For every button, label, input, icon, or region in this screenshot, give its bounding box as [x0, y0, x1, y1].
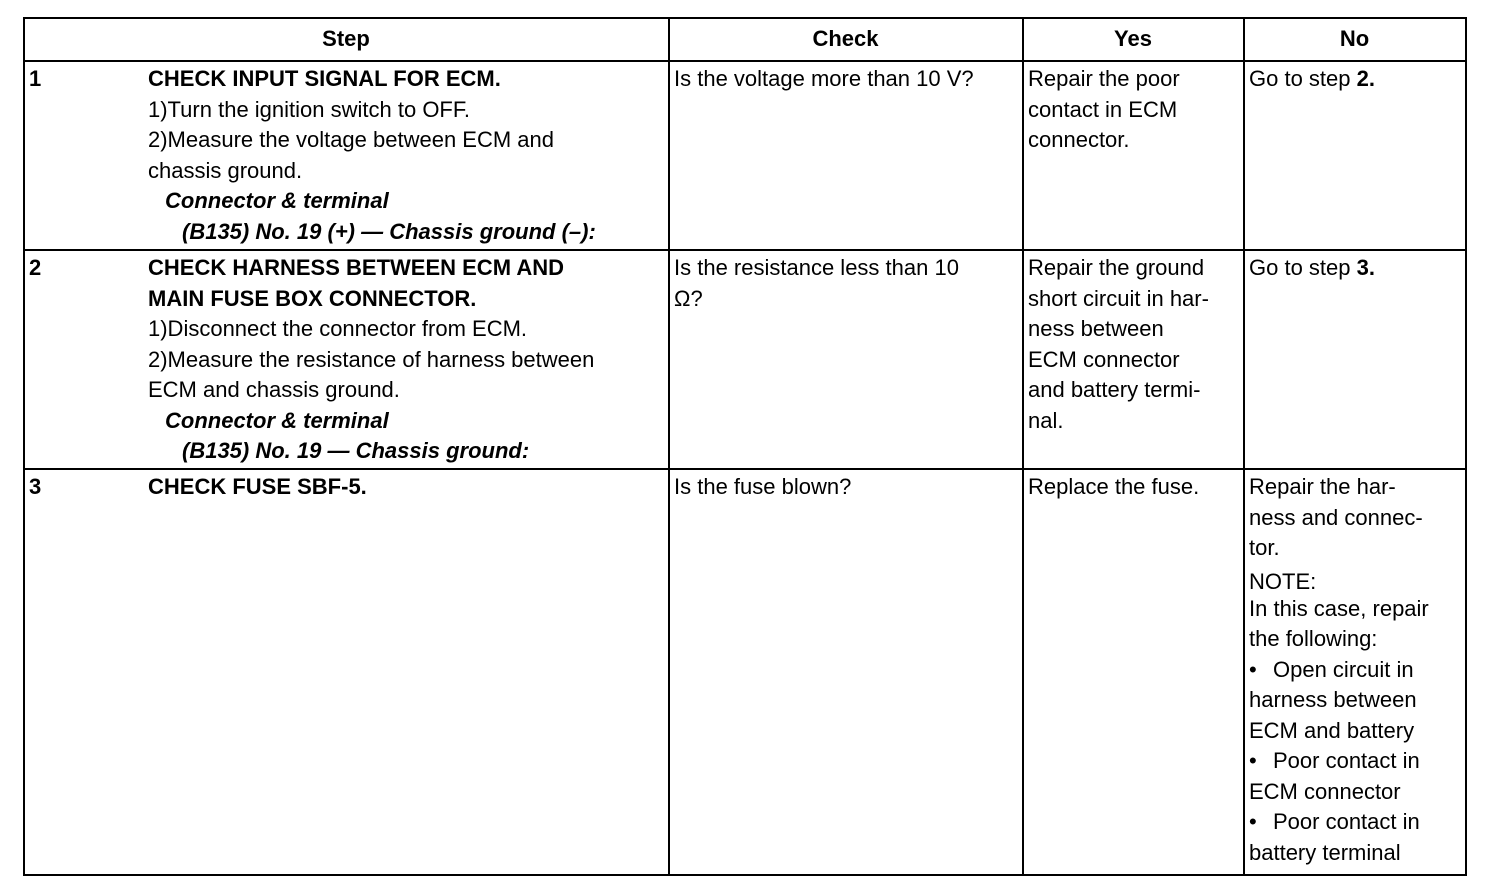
- note-heading: NOTE:: [1249, 568, 1317, 594]
- no-text-line: ness and connec-: [1249, 504, 1423, 530]
- step-title: CHECK FUSE SBF-5.: [148, 474, 367, 499]
- step-number: 3: [29, 474, 42, 499]
- table-row: [24, 250, 1466, 469]
- no-cell: [1244, 469, 1466, 875]
- step-instruction: 1)Turn the ignition switch to OFF.: [148, 96, 470, 122]
- table-row: [24, 469, 1466, 875]
- yes-text-line: Repair the ground: [1028, 255, 1205, 280]
- yes-text-line: ECM connector: [1028, 346, 1180, 372]
- yes-text-line: connector.: [1028, 127, 1130, 152]
- bullet-icon: •: [1249, 656, 1257, 682]
- step-cell: [24, 469, 669, 875]
- step-instruction: chassis ground.: [148, 157, 303, 183]
- yes-text-line: contact in ECM: [1028, 96, 1178, 122]
- connector-value: (B135) No. 19 — Chassis ground:: [182, 438, 530, 463]
- bullet-text-line: ECM and battery: [1249, 717, 1415, 743]
- no-text-line: tor.: [1249, 535, 1280, 560]
- bullet-icon: •: [1249, 748, 1257, 773]
- step-instruction: 1)Disconnect the connector from ECM.: [148, 316, 528, 341]
- yes-text-line: and battery termi-: [1028, 377, 1201, 402]
- yes-text-line: ness between: [1028, 316, 1164, 341]
- check-text-line: Ω?: [674, 285, 703, 311]
- note-text-line: the following:: [1249, 626, 1378, 651]
- check-cell: [669, 250, 1023, 469]
- step-instruction: 2)Measure the resistance of harness between: [148, 346, 595, 372]
- check-text: Is the fuse blown?: [674, 474, 852, 499]
- check-text-line: Is the resistance less than 10: [674, 255, 959, 280]
- note-bullet-item: [1249, 746, 1460, 807]
- note-bullet-item: [1249, 655, 1460, 747]
- step-cell: [24, 250, 669, 469]
- check-cell: [669, 469, 1023, 875]
- step-number: 1: [29, 66, 42, 91]
- no-cell: [1244, 61, 1466, 250]
- no-text: [1249, 253, 1460, 284]
- yes-text-line: nal.: [1028, 407, 1064, 433]
- no-cell: [1244, 250, 1466, 469]
- no-prefix: Go to step: [1249, 66, 1357, 91]
- step-title: MAIN FUSE BOX CONNECTOR.: [148, 285, 477, 311]
- yes-text-line: Repair the poor: [1028, 66, 1180, 91]
- bullet-icon: •: [1249, 809, 1257, 834]
- note-bullet-item: [1249, 807, 1460, 868]
- check-cell: [669, 61, 1023, 250]
- step-instruction: 2)Measure the voltage between ECM and: [148, 127, 555, 152]
- yes-cell: [1023, 250, 1244, 469]
- header-yes: Yes: [1023, 18, 1244, 61]
- yes-cell: [1023, 469, 1244, 875]
- step-title: CHECK INPUT SIGNAL FOR ECM.: [148, 66, 501, 91]
- connector-label: Connector & terminal: [165, 188, 389, 213]
- header-row: [24, 18, 1466, 61]
- connector-label: Connector & terminal: [165, 407, 389, 433]
- goto-step-ref: 2.: [1356, 66, 1375, 91]
- check-text: Is the voltage more than 10 V?: [674, 66, 974, 91]
- bullet-text-line: Poor contact in: [1273, 748, 1420, 773]
- step-cell: [24, 61, 669, 250]
- bullet-text-line: Poor contact in: [1273, 809, 1420, 834]
- header-step: Step: [24, 18, 669, 61]
- connector-value: (B135) No. 19 (+) — Chassis ground (–):: [182, 218, 596, 244]
- bullet-text-line: battery terminal: [1249, 839, 1401, 865]
- bullet-text-line: Open circuit in: [1273, 656, 1414, 682]
- step-instruction: ECM and chassis ground.: [148, 377, 400, 402]
- yes-cell: [1023, 61, 1244, 250]
- yes-text-line: short circuit in har-: [1028, 285, 1209, 311]
- table-row: [24, 61, 1466, 250]
- step-number: 2: [29, 255, 42, 280]
- bullet-text-line: harness between: [1249, 687, 1417, 712]
- yes-text: Replace the fuse.: [1028, 474, 1200, 499]
- bullet-text-line: ECM connector: [1249, 778, 1401, 804]
- note-text-line: In this case, repair: [1249, 595, 1429, 621]
- step-title: CHECK HARNESS BETWEEN ECM AND: [148, 255, 564, 280]
- no-prefix: Go to step: [1249, 255, 1357, 280]
- no-text-line: Repair the har-: [1249, 474, 1396, 499]
- no-text: [1249, 64, 1460, 95]
- diagnostic-table: [23, 17, 1467, 876]
- goto-step-ref: 3.: [1356, 255, 1375, 280]
- header-check: Check: [669, 18, 1023, 61]
- header-no: No: [1244, 18, 1466, 61]
